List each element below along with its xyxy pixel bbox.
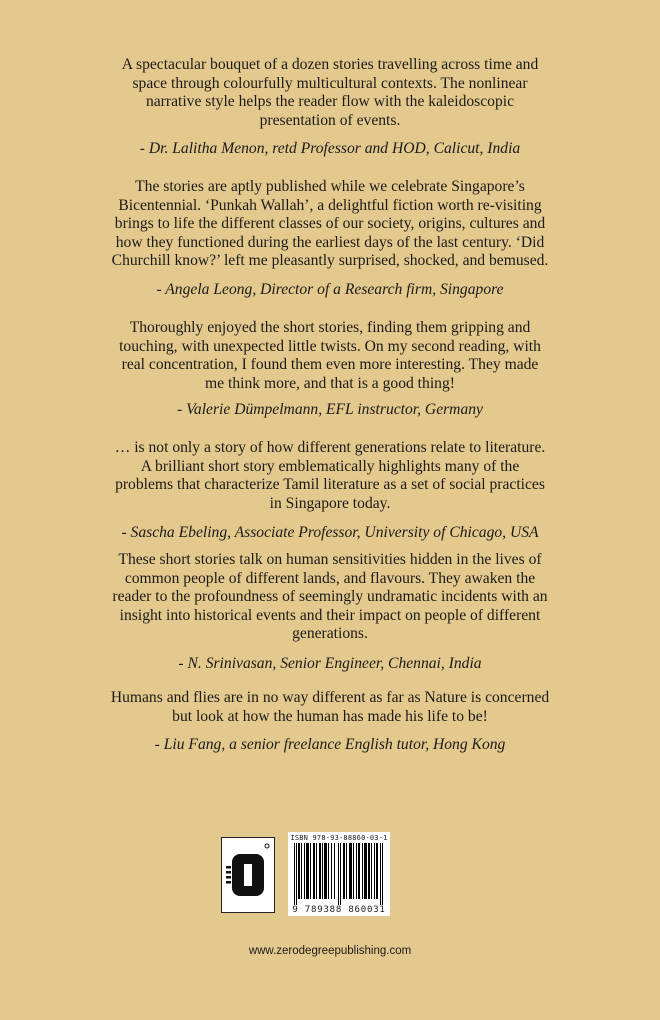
review-6-attribution: - Liu Fang, a senior freelance English tutor, Hong Kong: [154, 736, 506, 753]
review-5-attribution: - N. Srinivasan, Senior Engineer, Chennai, India: [178, 655, 482, 672]
review-5-text: [40, 551, 620, 644]
review-line: touching, with unexpected little twists. On my second reading, with: [119, 337, 541, 355]
review-line: Thoroughly enjoyed the short stories, finding them gripping and: [129, 319, 531, 336]
review-1-attribution: - Dr. Lalitha Menon, retd Professor and HOD, Calicut, India: [139, 140, 521, 157]
review-line: but look at how the human has made his life to be!: [172, 707, 488, 725]
isbn-barcode: [288, 832, 390, 916]
review-2-text: [40, 178, 620, 271]
review-line: Humans and flies are in no way different as far as Nature is concerned: [110, 689, 550, 706]
zero-degree-logo-icon: [221, 837, 275, 913]
review-line: Bicentennial. ‘Punkah Wallah’, a delightful fiction worth re-visiting: [118, 196, 542, 214]
review-line: common people of different lands, and flavours. They awaken the: [124, 569, 536, 587]
review-1-text: [40, 56, 620, 130]
barcode-bars: [294, 843, 384, 905]
review-line: A spectacular bouquet of a dozen stories travelling across time and: [121, 56, 539, 73]
review-3-attribution: - Valerie Dümpelmann, EFL instructor, Germany: [177, 401, 483, 418]
review-line: problems that characterize Tamil literature as a set of social practices: [115, 476, 545, 494]
review-line: A brilliant short story emblematically highlights many of the: [140, 457, 520, 475]
review-line: … is not only a story of how different generations relate to literature.: [114, 439, 546, 456]
isbn-label: ISBN 978-93-88860-03-1: [290, 834, 388, 842]
barcode-digits: 9 789388 860031: [292, 905, 386, 915]
logo-graphic: [222, 838, 274, 912]
review-line: narrative style helps the reader flow with the kaleidoscopic: [145, 93, 515, 111]
review-line: how they functioned during the earliest days of the last century. ‘Did: [115, 233, 545, 251]
publisher-website[interactable]: www.zerodegreepublishing.com: [248, 945, 412, 957]
review-line: These short stories talk on human sensitivities hidden in the lives of: [118, 551, 542, 568]
review-line: in Singapore today.: [269, 494, 391, 512]
review-4-attribution: - Sascha Ebeling, Associate Professor, University of Chicago, USA: [121, 524, 539, 541]
review-line: The stories are aptly published while we celebrate Singapore’s: [135, 178, 525, 195]
review-4-text: [40, 439, 620, 513]
review-line: generations.: [292, 625, 368, 643]
review-line: brings to life the different classes of our society, origins, cultures and: [114, 215, 546, 233]
review-line: insight into historical events and their impact on people of different: [119, 606, 541, 624]
review-6-text: [40, 689, 620, 726]
review-line: reader to the profoundness of seemingly undramatic incidents with an: [112, 588, 548, 606]
review-line: presentation of events.: [259, 111, 401, 129]
review-line: space through colourfully multicultural contexts. The nonlinear: [132, 74, 528, 92]
review-line: me think more, and that is a good thing!: [205, 374, 455, 392]
review-3-text: [40, 319, 620, 393]
review-line: Churchill know?’ left me pleasantly surprised, shocked, and bemused.: [111, 252, 549, 270]
review-line: real concentration, I found them even more interesting. They made: [121, 356, 539, 374]
review-2-attribution: - Angela Leong, Director of a Research firm, Singapore: [156, 281, 504, 298]
